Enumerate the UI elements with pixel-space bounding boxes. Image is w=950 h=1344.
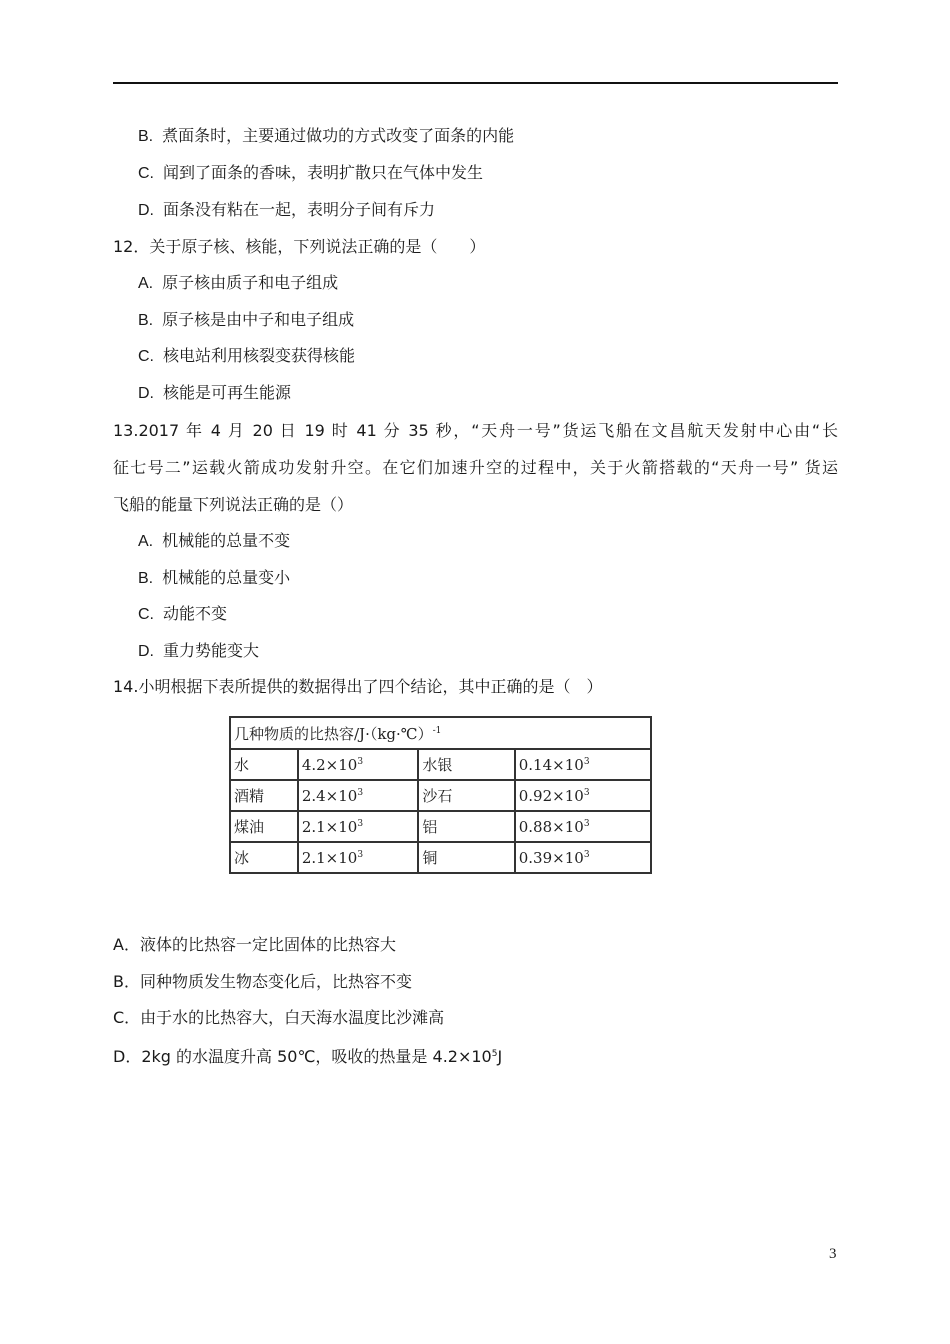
q12-option-d <box>138 383 291 404</box>
value-cell <box>515 842 651 873</box>
option-text: 原子核是由中子和电子组成 <box>162 310 355 329</box>
substance-cell: 冰 <box>230 842 298 873</box>
table-row <box>230 842 651 873</box>
q13-option-c <box>138 604 227 625</box>
q11-option-c <box>138 163 483 184</box>
option-text: 动能不变 <box>163 604 228 623</box>
value-cell <box>515 811 651 842</box>
option-label: C. <box>138 165 154 182</box>
value-cell <box>298 780 419 811</box>
option-unit: J <box>497 1047 503 1066</box>
value-text: 0.92×10 <box>518 786 584 805</box>
value-text: 0.88×10 <box>518 817 584 836</box>
q13-stem-line2: 征七号二”运载火箭成功发射升空。在它们加速升空的过程中，关于火箭搭载的“天舟一号” 货运 <box>113 458 838 477</box>
option-label: A. <box>138 275 154 292</box>
option-label: B. <box>138 570 154 587</box>
q14-stem: 14.小明根据下表所提供的数据得出了四个结论，其中正确的是（ ） <box>113 677 603 696</box>
table-row <box>230 811 651 842</box>
option-text: 机械能的总量变小 <box>162 568 291 587</box>
table-row <box>230 780 651 811</box>
value-cell <box>298 842 419 873</box>
q12-stem: 12．关于原子核、核能，下列说法正确的是（ ） <box>113 237 486 256</box>
option-text: D．2kg 的水温度升高 50℃，吸收的热量是 4.2×10 <box>113 1047 492 1066</box>
value-text: 2.1×10 <box>301 817 358 836</box>
table-title-cell <box>230 717 651 749</box>
q14-option-c: C．由于水的比热容大，白天海水温度比沙滩高 <box>113 1008 445 1027</box>
value-exponent: 3 <box>583 818 590 829</box>
q12-option-a <box>138 273 338 294</box>
page-number: 3 <box>829 1246 837 1262</box>
option-text: 闻到了面条的香味，表明扩散只在气体中发生 <box>163 163 484 182</box>
table-title: 几种物质的比热容/J·（kg·℃） <box>234 724 433 743</box>
value-exponent: 3 <box>583 756 590 767</box>
q13-stem-line3: 飞船的能量下列说法正确的是（） <box>113 495 354 514</box>
value-text: 4.2×10 <box>301 755 358 774</box>
option-text: 核电站利用核裂变获得核能 <box>163 346 356 365</box>
specific-heat-table <box>229 716 652 874</box>
q12-option-c <box>138 346 355 367</box>
table-title-exponent: -1 <box>432 725 442 736</box>
q11-option-d <box>138 200 435 221</box>
value-text: 0.39×10 <box>518 848 584 867</box>
q13-option-b <box>138 568 290 589</box>
q14-option-d <box>113 1044 502 1067</box>
table-title-row <box>230 717 651 749</box>
q14-option-a: A．液体的比热容一定比固体的比热容大 <box>113 935 396 954</box>
value-exponent: 3 <box>583 787 590 798</box>
q13-stem-line1: 13.2017 年 4 月 20 日 19 时 41 分 35 秒，“天舟一号”货运飞船在文昌航天发射中心由“长 <box>113 421 838 440</box>
q13-option-a <box>138 531 290 552</box>
option-label: B. <box>138 128 154 145</box>
value-text: 2.1×10 <box>301 848 358 867</box>
option-exponent: 5 <box>491 1049 498 1059</box>
q14-option-b: B．同种物质发生物态变化后，比热容不变 <box>113 972 412 991</box>
value-cell <box>298 749 419 780</box>
option-text: 重力势能变大 <box>163 641 260 660</box>
option-label: D. <box>138 385 154 402</box>
q12-option-b <box>138 310 354 331</box>
option-label: D. <box>138 202 154 219</box>
value-cell <box>515 780 651 811</box>
value-text: 0.14×10 <box>518 755 584 774</box>
option-text: 机械能的总量不变 <box>162 531 291 550</box>
option-text: 面条没有粘在一起，表明分子间有斥力 <box>163 200 436 219</box>
value-exponent: 3 <box>357 849 364 860</box>
substance-cell: 水银 <box>418 749 514 780</box>
header-rule <box>113 82 838 84</box>
substance-cell: 酒精 <box>230 780 298 811</box>
option-label: C. <box>138 348 154 365</box>
option-label: B. <box>138 312 154 329</box>
q13-option-d <box>138 641 259 662</box>
option-label: C. <box>138 606 154 623</box>
value-cell <box>298 811 419 842</box>
substance-cell: 铝 <box>418 811 514 842</box>
value-exponent: 3 <box>357 787 364 798</box>
option-text: 核能是可再生能源 <box>163 383 292 402</box>
value-cell <box>515 749 651 780</box>
value-exponent: 3 <box>583 849 590 860</box>
value-text: 2.4×10 <box>301 786 358 805</box>
option-label: A. <box>138 533 154 550</box>
option-text: 煮面条时，主要通过做功的方式改变了面条的内能 <box>162 126 515 145</box>
value-exponent: 3 <box>357 756 364 767</box>
substance-cell: 煤油 <box>230 811 298 842</box>
substance-cell: 水 <box>230 749 298 780</box>
substance-cell: 铜 <box>418 842 514 873</box>
option-label: D. <box>138 643 154 660</box>
substance-cell: 沙石 <box>418 780 514 811</box>
q11-option-b <box>138 126 514 147</box>
option-text: 原子核由质子和电子组成 <box>162 273 339 292</box>
table-row <box>230 749 651 780</box>
value-exponent: 3 <box>357 818 364 829</box>
